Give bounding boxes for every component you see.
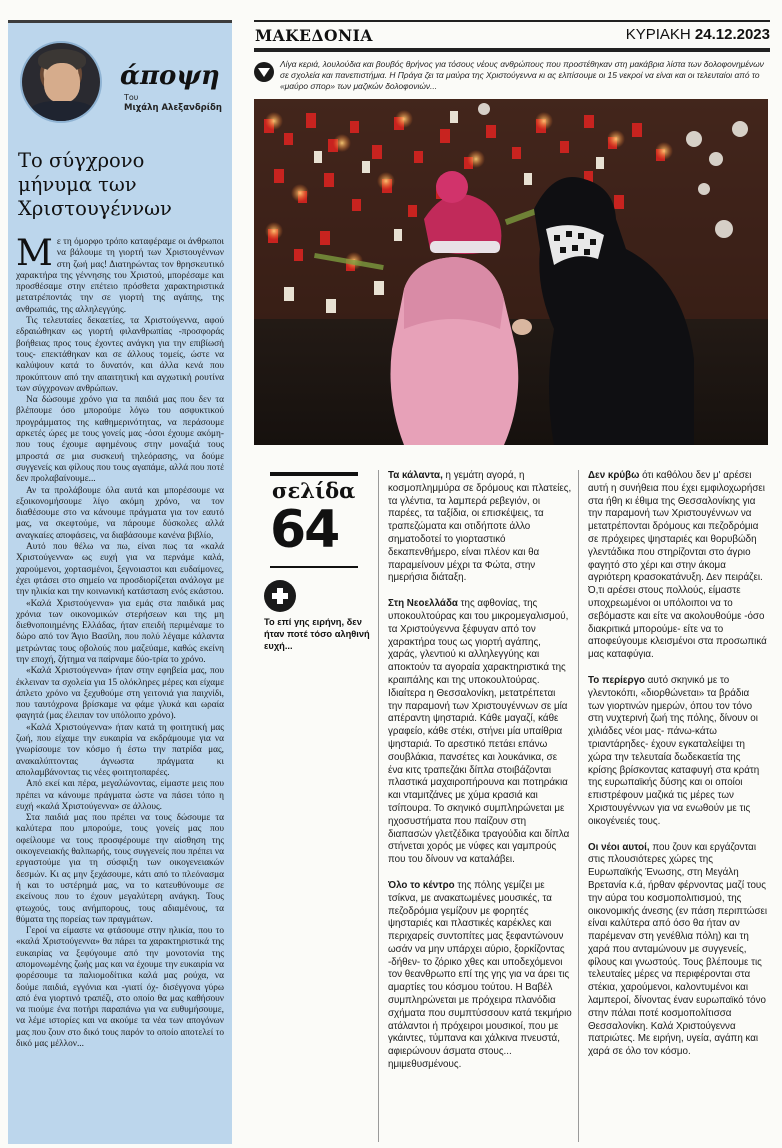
opinion-paragraph: Με τη όμορφο τρόπο καταφέραμε οι άνθρωποι να βάλουμε τη γιορτή των Χριστουγέννων στη ζωή μας! Διατηρώντας τον θρησκευτικό χαρακτήρα της γέννησης του Χριστού, μπορέσαμε και προσθέσαμε στην επέτειο πρόσθετα χαρακτηριστικά μετατρέποντάς την σε γιορτή της αγάπης, της ανθρωπιάς, της αλληλεγγύης. <box>16 237 224 315</box>
page-ref-rule-bottom <box>270 566 358 568</box>
article-paragraph: Δεν κρύβω ότι καθόλου δεν μ' αρέσει αυτή η συνήθεια που έχει εμφιλοχωρήσει στα ήθη κι έθιμα της Θεσσαλονίκης για την παραμονή των Χριστουγέννων να μετατρέπονται δρόμους και πεζοδρόμια σε πρόχειρες ψησταριές και θορυβώδη γλεντάδικα που στηρίζονται στο άγριο φαγητό στο χέρι και στην άκομα αγριότερη κρασοκατάνυξη. Δεν πειράζει. Ό,τι αρέσει στους πολλούς, είμαστε υποχρεωμένοι οι υπόλοιποι να το σεβόμαστε και είτε να ακολουθούμε -όσο διακριτικά μπορούμε- είτε να το αποφεύγουμε κλεισμένοι στα προσωπικά μας καταφύγια. <box>588 470 767 661</box>
opinion-headline: Το σύγχρονο μήνυμα των Χριστουγέννων <box>18 149 172 220</box>
author-name: Μιχάλη Αλεξανδρίδη <box>124 103 222 113</box>
page-ref-word: σελίδα <box>272 478 356 503</box>
author-prefix: Του <box>124 93 139 102</box>
opinion-paragraph: Στα παιδιά μας που πρέπει να τους δώσουμε τα καλύτερα που μπορούμε, τους γονείς μας που οφείλουμε να τους προσφέρουμε την αίσθηση της οικογενειακής θαλπωρής, τους συγγενείς που πρέπει να εργαστούμε για τη σύσφιξη των οικογενειακών δεσμών. Κι ας μην ξεχάσουμε, κάτι από το πλεόνασμα ή και το υστέρημά μας, να το κατευθύνουμε σε εκείνους που το έχουν μεγαλύτερη ανάγκη. Τους φτωχούς, τους ανήμπορους, τους αδιαμένους, τα θύματα της πορείας των πραγμάτων. <box>16 813 224 925</box>
opinion-paragraph: «Καλά Χριστούγεννα» για εμάς στα παιδικά μας χρόνια των οικονομικών στερήσεων και της μη διεθνοποιημένης Ελλάδας, ήταν επειδή περιμέναμε το δώρο από τον Άγιο Βασίλη, που πολύ λέγαμε κάλαντα μετρώντας τους οβολούς που μαζεύαμε, καθώς εκείνη την εποχή, ζήτημα να παίρναμε δύο-τρία το χρόνο. <box>16 598 224 665</box>
opinion-paragraph: «Καλά Χριστούγεννα» ήταν στην εφηβεία μας, που έκλειναν τα σχολεία για 15 ολόκληρες μέρες και είχαμε άπλετο χρόνο να ξεχυθούμε στη γειτονιά για παιχνίδι, που ταυτόχρονα βρίσκαμε να φάμε γλυκά και ωραία φαγητά (μας έλειπαν τον υπόλοιπο χρόνο). <box>16 666 224 722</box>
photo-caption: Λίγα κεριά, λουλούδια και βουβός θρήνος για τόσους νέους ανθρώπους που προστέθηκαν στη μακάβρια λίστα των δολοφονημένων σε σχολεία και πανεπιστήμια. Η Πράγα ζει τα μαύρα της Χριστούγεννα κι ας ελπίσουμε οι 15 νεκροί να είναι και οι τελευταίοι από το «μαύρο σπορ» των μαζικών δολοφονιών... <box>280 59 764 91</box>
article-paragraph: Τα κάλαντα, η γεμάτη αγορά, η κοσμοπλημμύρα σε δρόμους και πλατείες, τα γλέντια, τα λαμπερά ρεβεγιόν, οι παρέες, τα ταξίδια, οι επισκέψεις, τα τραπεζώματα και οτιδήποτε άλλο σηματοδοτεί το γιορταστικό δεκαπενθήμερο, είναι πλέον και θα παραμείνουν μέχρι τα Φώτα, στην ημερήσια διάταξη. <box>388 470 572 584</box>
issue-day: ΚΥΡΙΑΚΗ <box>625 26 691 43</box>
issue-date <box>626 26 770 43</box>
header-rule-bottom <box>254 48 770 52</box>
opinion-paragraph: Αν τα προλάβουμε όλα αυτά και μπορέσουμε να εξοικονομήσουμε λίγο ακόμη χρόνο, να τον διαθέσουμε στο να κάνουμε πράγματα για τον εαυτό μας, να σκεφτούμε, να πάρουμε δύσκολες αλλά αναγκαίες αποφάσεις, να διαβάσουμε κανένα βιβλίο, <box>16 485 224 541</box>
down-arrow-icon <box>254 62 274 82</box>
opinion-column <box>8 20 232 1144</box>
section-name: ΜΑΚΕΔΟΝΙΑ <box>255 26 373 45</box>
opinion-paragraph: «Καλά Χριστούγεννα» ήταν κατά τη φοιτητική μας ζωή, που είχαμε την ευκαιρία να εκδράμουμε για να γνωρίσουμε τον κόσμο ή έστω την πατρίδα μας, ανακαλύπτοντας άγνωστα πράγματα κι απολαμβάνοντας τις νέες φοιτητοπαρέες. <box>16 722 224 778</box>
page-ref-rule-top <box>270 472 358 476</box>
page-ref-number: 64 <box>270 500 339 560</box>
opinion-paragraph: Τις τελευταίες δεκαετίες, τα Χριστούγεννα, αφού εδραιώθηκαν ως γιορτή φιλανθρωπίας -προσφοράς βοήθειας προς τους έχοντες ανάγκη για την επιβίωσή τους- επεκτάθηκαν και σε άλλους τομείς, ώστε να καλύψουν κατά το δυνατόν, και άλλα κενά που προκύπτουν από την απαιτητική και αγχωτική ρουτίνα των σύγχρονων ανθρώπων. <box>16 316 224 394</box>
issue-date-value: 24.12.2023 <box>694 26 770 43</box>
opinion-paragraph: Αυτό που θέλω να πω, είναι πως τα «καλά Χριστούγεννα» ως ευχή για να περνάμε καλά, χαρούμενοι, χορτασμένοι, ξεγνοιαστοι και ευδαίμονες, έχει φτάσει στο σημείο να προσδιορίζεται ανάλογα με την ηλικία και την κοινωνική κατάσταση ενός εκάστου. <box>16 542 224 598</box>
drop-cap: Μ <box>16 237 53 274</box>
author-portrait <box>20 41 102 123</box>
header-rule-top <box>254 20 770 22</box>
opinion-paragraph: Να δώσουμε χρόνο για τα παιδιά μας που δεν τα βλέπουμε όσο μπορούμε λόγω του ασφυκτικού προγράμματος της καθημερινότητας, να περάσουμε αρκετές ώρες με τους γονείς μας -όσοι έχουμε ακόμη- που τους έχουμε αφημένους στην μοναξιά τους μπροστά σε μια συσκευή τηλεόρασης, να δούμε συγγενείς και φίλους που τους αγαπάμε, αλλά που ποτέ δεν προλαβαίνουμε... <box>16 395 224 485</box>
opinion-paragraph: Από εκεί και πέρα, μεγαλώνοντας, είμαστε μεις που πρέπει να κάνουμε πράγματα ώστε να πάσει τόπο η ευχή «καλά Χριστούγεννα» σε άλλους. <box>16 779 224 812</box>
opinion-label: άποψη <box>120 61 220 91</box>
column-divider <box>378 470 379 1142</box>
plus-icon <box>264 580 296 612</box>
article-paragraph: Το περίεργο αυτό σκηνικό με το γλεντοκόπι, «διορθώνεται» τα βράδια των γιορτινών ημερών, όπου τον τόνο στη νυχτερινή ζωή της πόλης, δίνουν οι χιλιάδες νέοι μας- πάνω-κάτω τριαντάρηδες- έχουν εγκαταλείψει τη χώρα την τελευταία δωδεκαετία της κρίσης βρίσκοντας καταφυγή στα κράτη της ευρωπαϊκής δύσης και οι οποίοι επιστρέφουν μαζικά τις μέρες των Χριστουγέννων για να ενωθούν με τις οικογένειές τους. <box>588 674 760 827</box>
page-ref-teaser: Το επί γης ειρήνη, δεν ήταν ποτέ τόσο αληθινή ευχή... <box>264 617 370 651</box>
article-paragraph: Στη Νεοελλάδα της αφθονίας, της υποκουλτούρας και του μικρομεγαλισμού, τα Χριστούγεννα ξέφυγαν από τον χαρακτήρα τους ως γιορτή αγάπης, χαράς, γλεντιού κι αλληλεγγύης και αποκτούν τα αγοραία χαρακτηριστικά της κραιπάλης και της υποκουλτούρας. Ιδιαίτερα η Θεσσαλονίκη, μετατρέπεται την παραμονή των Χριστουγέννων σε μία απέραντη ψησταριά. Κάθε μαγαζί, κάθε γραφείο, κάθε στέκι, στήνει μία υπαίθρια ψησταριά. Το αρεστικό πετάει επάνω σουβλάκια, πανσέτες και λουκάνικα, σε ένα κιτς τραπεζάκι δίπλα στοιβάζονται πλαστικά μαχαιροπήρουνα και ποτηράκια και νταμιτζάνες με χύμα κρασιά και τσίπουρα. Το σκηνικό συμπληρώνεται με ηχοσυστήματα που παίζουν στη διαπασών γλετζέδικα τραγούδια και δίπλα στήνεται χορός με νύφες και γαμπρούς που του δίνουν να καταλάβει. <box>388 598 570 866</box>
opinion-paragraph: Γεροί να είμαστε να φτάσουμε στην ηλικία, που το «καλά Χριστούγεννα» θα πάρει τα χαρακτηριστικά της ευκαιρίας να ξεφύγουμε από την μονοτονία της απομονωμένης ζωής μας και να έχουμε την ευκαιρία να φορέσουμε τα παλιομοδίτικα καλά μας ρούχα, να δούμε παιδιά, εγγόνια και -γιατί όχ- δισέγγονα γύρω από ένα γιορτινό τραπέζι, στο οποίο θα μας καθήσουν να πιούμε ένα ποτήρι παραπάνω για να ευθυμήσουμε, να λέμε ιστορίες και να ακούμε τα νέα των απογόνων μας που ζουν στο δικό τους παρόν το οποίο αποτελεί το δικό μας μέλλον... <box>16 926 224 1050</box>
article-column-1 <box>388 470 572 1146</box>
article-column-2 <box>588 470 768 1146</box>
article-paragraph: Οι νέοι αυτοί, που ζουν και εργάζονται στις πλουσιότερες χώρες της Ευρωπαϊκής Ένωσης, στη Μεγάλη Βρετανία κ.ά, ήρθαν φέρνοντας μαζί τους την αύρα του κοσμοπολιτισμού, της οικονομικής άνεσης (εν πάση περιπτώσει είναι καλύτερα από όσο θα ήταν αν παρέμεναν στη γενέθλια πόλη) και τη χαρά που ανταμώνουν με συγγενείς, φίλους και γνωστούς. Τους βλέπουμε τις τελευταίες μέρες να περιφέρονται στα στέκια, χαρούμενοι, καλοντυμένοι και λαμπεροί, δίνοντας έναν ευρωπαϊκό τόνο στην πάλαι ποτέ κοσμοπολίτισσα Θεσσαλονίκη. Καλά Χριστούγεννα πατριώτες. Με ειρήνη, υγεία, αγάπη και χαρά σε όλο τον κόσμο. <box>588 841 768 1058</box>
article-paragraph: Όλο το κέντρο της πόλης γεμίζει με τσίκνα, με ανακατωμένες μουσικές, τα πεζοδρόμια γεμίζουν με φορητές ψησταριές και πλαστικές καρέκλες και περιχαρείς συντοπίτες μας ξεφαντώνουν ωσάν να μην υπάρχει αύριο, ξορκίζοντας -δήθεν- το ζόρικο χθες και υποδεχόμενοι τον θεανθρωπο επί της γης για να άρει τις αμαρτίες του κόσμου τούτου. Η Βαβέλ συμπληρώνεται με πρόχειρα πλανόδια σχήματα που συμπτύσσουν κατά τεκμήριο ατάλαντοι ή πρόχειροι μουσικοί, που με γκάιντες, τύμπανα και χάλκινα πνευστά, αφιερώνουν άσματα στους... ημιμεθυσμένους. <box>388 879 572 1071</box>
column-divider <box>578 470 579 1142</box>
opinion-body <box>16 237 224 1143</box>
vigil-photo <box>254 99 768 445</box>
